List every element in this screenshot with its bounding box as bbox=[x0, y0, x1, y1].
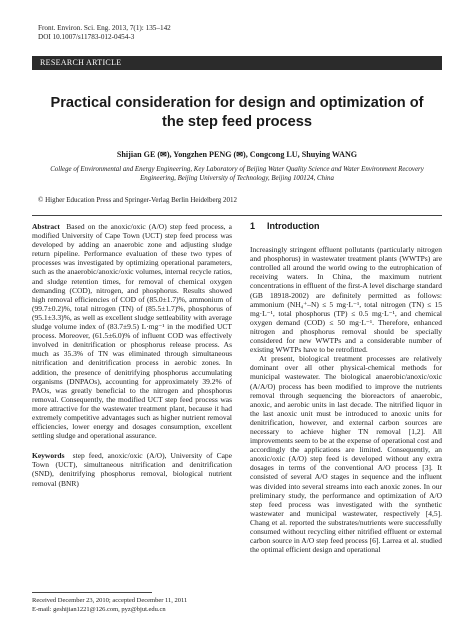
journal-header bbox=[38, 24, 171, 42]
abstract-text: Based on the anoxic/oxic (A/O) step feed process, a modified University of Cape Town (UCT) step feed process was developed by adding an anaerobic zone and adjusting sludge return pipeline. Performance evaluation of these two types of processes was investigated by optimizing operational parameters, such as the anaerobic/anoxic/oxic volumes, internal recycle ratios, and sludge retention times, for removal of chemical oxygen demanding (COD), nitrogen, and phosphorus. Results showed high removal efficiencies of COD of (85.0±1.7)%, ammonium of (99.7±0.2)%, total nitrogen (TN) of (85.5±1.7)%, phosphorus of (95.1±3.3)%, as well as excellent sludge settleability with average sludge volume index of (83.7±9.5) L·mg⁻¹ in the modified UCT process. Moreover, (61.5±6.0)% of influent COD was effectively involved in denitrification or phosphorus release process. As much as 35.3% of TN was eliminated through simultaneous nitrification and denitrification process in aerobic zones. In addition, the presence of denitrifying phosphorus accumulating organisms (DNPAOs), accounting for approximately 39.2% of PAOs, was greatly beneficial to the nitrogen and phosphorus removal. Consequently, the modified UCT step feed process was more attractive for the wastewater treatment plant, because it had extremely competitive advantages such as higher nutrient removal efficiencies, lower energy and dosages consumption, excellent settling sludge and operational assurance. bbox=[32, 222, 233, 441]
keywords-label: Keywords bbox=[32, 451, 65, 461]
copyright: © Higher Education Press and Springer-Verlag Berlin Heidelberg 2012 bbox=[38, 196, 238, 204]
email: E-mail: geshijian1221@126.com, pyz@bjut.edu.cn bbox=[32, 606, 166, 613]
keywords-text: step feed, anoxic/oxic (A/O), University of Cape Town (UCT), simultaneous nitrification and denitrification (SND), denitrifying phosphorus removal, biological nutrient removal (BNR) bbox=[32, 451, 232, 488]
keywords bbox=[32, 451, 232, 487]
body-column bbox=[250, 222, 442, 554]
article-type-banner bbox=[32, 56, 442, 70]
abstract-column bbox=[32, 222, 232, 488]
abstract bbox=[32, 222, 232, 440]
section-number: 1 bbox=[250, 221, 256, 231]
authors: Shijian GE (✉), Yongzhen PENG (✉), Congcong LU, Shuying WANG bbox=[116, 150, 358, 159]
article-type: RESEARCH ARTICLE bbox=[40, 58, 122, 67]
received-dates: Received December 23, 2010; accepted December 11, 2011 bbox=[32, 597, 188, 604]
footnotes bbox=[32, 596, 242, 614]
paper-title: Practical consideration for design and optimization of the step feed process bbox=[50, 95, 424, 130]
paragraph: At present, biological treatment processes are relatively dominant over all other physical-chemical methods for municipal wastewater. The biological anaerobic/anoxic/oxic (A/A/O) process has been modified to improve the nutrients removal through sequencing the bioreactors of anaerobic, anoxic, and aerobic units in last decade. The nitrified liquor in the last anoxic unit must be introduced to anoxic units for denitrification, however, and external carbon sources are necessary to achieve higher TN removal [1,2]. All improvements seem to be at the expense of operational cost and accordingly the applications are limited. Consequently, an anoxic/oxic (A/O) step feed is developed without any extra dosages in terms of the conventional A/O process [3]. It consisted of several A/O stages in sequence and the influent was divided into several streams into each anoxic zones. In our preliminary study, the performance and optimization of A/O step feed process was investigated with the synthetic wastewater and municipal wastewater, respectively [4,5]. Chang et al. reported the substrates/nutrients were successfully consumed without recycling either nitrified effluent or external carbon source in A/O step feed process [6]. Larrea et al. studied the optimal efficient design and operational bbox=[250, 354, 442, 555]
footnote-divider bbox=[32, 592, 152, 593]
section-title: Introduction bbox=[267, 221, 320, 231]
section-heading bbox=[250, 222, 442, 231]
paragraph: Increasingly stringent effluent pollutants (particularly nitrogen and phosphorus) in wastewater treatment plants (WWTPs) are controlled all around the world owing to the eutrophication of receiving waters. In China, the maximum nutrient concentrations in effluent of the first-A level discharge standard (GB 18918-2002) are definitely permitted as follows: ammonium (NH₄⁺–N) ≤ 5 mg·L⁻¹, total nitrogen (TN) ≤ 15 mg·L⁻¹, total phosphorus (TP) ≤ 0.5 mg·L⁻¹, and chemical oxygen demand (COD) ≤ 50 mg·L⁻¹. Therefore, enhanced nitrogen and phosphorus removal should be specially considered for new WWTPs and a considerable number of existing WWTPs have to be retrofitted. bbox=[250, 245, 442, 355]
doi: DOI 10.1007/s11783-012-0454-3 bbox=[38, 33, 135, 41]
abstract-label: Abstract bbox=[32, 222, 60, 231]
affiliation: College of Environmental and Energy Engineering, Key Laboratory of Beijing Water Quality Science and Water Environment Recovery Engineering, Beijing University of Technology, Beijing 100124, China bbox=[50, 166, 424, 182]
journal-citation: Front. Environ. Sci. Eng. 2013, 7(1): 135–142 bbox=[38, 24, 171, 32]
divider bbox=[32, 215, 442, 216]
